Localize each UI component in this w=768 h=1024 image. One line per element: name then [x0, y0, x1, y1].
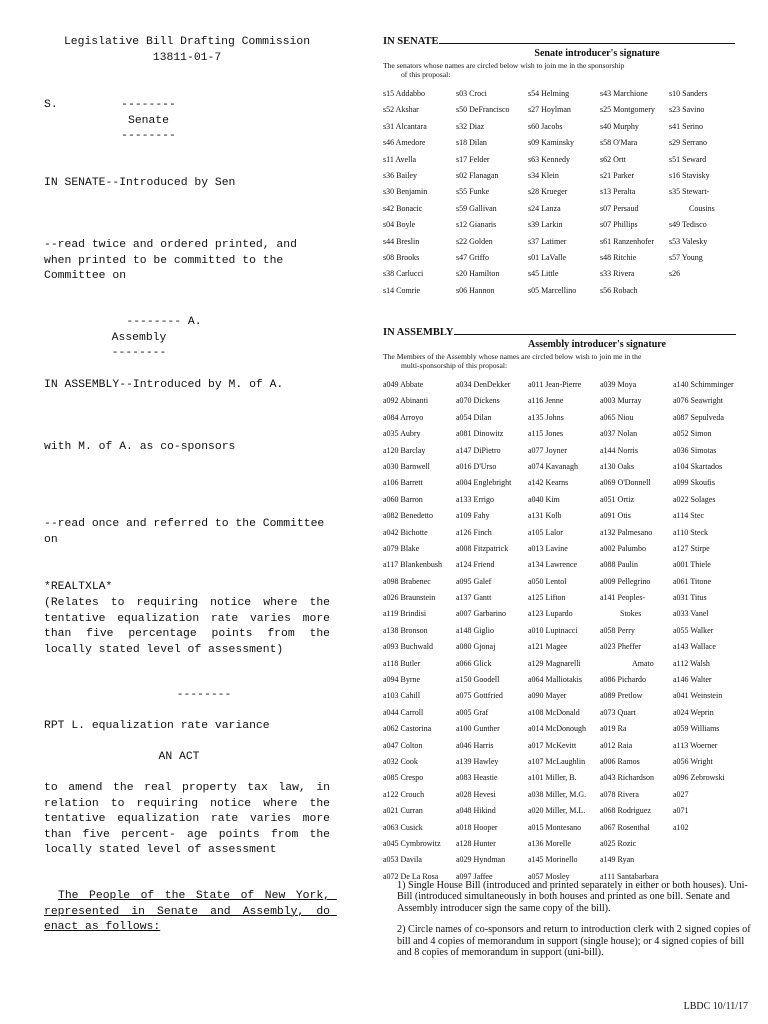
assembly-member[interactable]: a084 Arroyo	[383, 412, 424, 422]
senate-member[interactable]: s32 Diaz	[456, 121, 485, 131]
assembly-member[interactable]: a087 Sepulveda	[673, 412, 724, 422]
assembly-member[interactable]: a055 Walker	[673, 625, 714, 635]
senate-signature-label: Senate introducer's signature	[534, 48, 660, 59]
assembly-member[interactable]: a137 Gantt	[456, 593, 492, 603]
assembly-member[interactable]: a015 Montesano	[528, 822, 582, 832]
senate-member[interactable]: s53 Valesky	[669, 236, 708, 246]
assembly-member[interactable]: a043 Richardson	[600, 773, 654, 783]
senate-column-5	[669, 86, 715, 283]
senate-member[interactable]: s29 Serrano	[669, 138, 707, 148]
assembly-member[interactable]: a150 Goodell	[456, 675, 500, 685]
assembly-member[interactable]: a069 O'Donnell	[600, 478, 651, 488]
assembly-member[interactable]: a072 De La Rosa	[383, 871, 439, 881]
assembly-head: -------- A.	[126, 316, 202, 328]
assembly-member[interactable]: a104 Skartados	[673, 461, 723, 471]
assembly-member[interactable]: a081 Dinowitz	[456, 429, 504, 439]
assembly-member[interactable]: a025 Rozic	[600, 838, 637, 848]
assembly-member[interactable]: a111 Santabarbara	[600, 871, 659, 881]
senate-member[interactable]: s48 Ritchie	[600, 252, 637, 262]
assembly-member[interactable]: a082 Benedetto	[383, 511, 433, 521]
senate-member[interactable]: s10 Sanders	[669, 89, 708, 98]
senate-member[interactable]: s07 Phillips	[600, 220, 638, 230]
assembly-member[interactable]: a005 Graf	[456, 707, 489, 717]
assembly-member[interactable]: a083 Heastie	[456, 773, 498, 783]
assembly-member[interactable]: a048 Hikind	[456, 806, 496, 816]
assembly-member[interactable]: a016 D'Urso	[456, 461, 497, 471]
assembly-member[interactable]: a039 Moya	[600, 380, 637, 389]
senate-member[interactable]: s01 LaValle	[528, 252, 566, 262]
assembly-member[interactable]: a021 Curran	[383, 806, 423, 816]
assembly-member[interactable]: a096 Zebrowski	[673, 773, 725, 783]
assembly-member[interactable]: a047 Colton	[383, 740, 423, 750]
assembly-member[interactable]: a112 Walsh	[673, 658, 710, 668]
senate-member[interactable]: s33 Rivera	[600, 269, 635, 279]
assembly-description: The Members of the Assembly whose names are circled below wish to join me in the multi-sponsorship of this proposal:	[383, 352, 642, 370]
assembly-member[interactable]: a059 Williams	[673, 724, 720, 734]
senate-member[interactable]: s51 Seward	[669, 154, 707, 164]
senate-member[interactable]: s24 Lanza	[528, 203, 561, 213]
assembly-member[interactable]: a026 Braunstein	[383, 593, 436, 603]
assembly-member[interactable]: a073 Quart	[600, 707, 636, 717]
assembly-member[interactable]: a068 Rodriguez	[600, 806, 651, 816]
senate-member[interactable]: s11 Avella	[383, 154, 417, 164]
assembly-member[interactable]: a118 Butler	[383, 658, 421, 668]
assembly-introduced: IN ASSEMBLY--Introduced by M. of A.	[44, 379, 284, 391]
senate-member[interactable]: s34 Klein	[528, 170, 559, 180]
assembly-member[interactable]: a097 Jaffee	[456, 871, 493, 881]
assembly-member[interactable]: a044 Carroll	[383, 707, 424, 717]
senate-member[interactable]: s60 Jacobs	[528, 121, 563, 131]
assembly-member[interactable]: a127 Stirpe	[673, 543, 710, 553]
assembly-member[interactable]: a042 Bichotte	[383, 527, 428, 537]
assembly-member[interactable]: a007 Garbarino	[456, 609, 506, 619]
assembly-member[interactable]: a116 Jenne	[528, 396, 564, 406]
assembly-member[interactable]: a140 Schimminger	[673, 380, 734, 389]
assembly-member[interactable]: a011 Jean-Pierre	[528, 380, 582, 389]
senate-member[interactable]: s04 Boyle	[383, 220, 416, 230]
senate-member[interactable]: s30 Benjamin	[383, 187, 428, 197]
assembly-member[interactable]: a125 Lifton	[528, 593, 566, 603]
senate-member[interactable]: s26	[669, 269, 681, 279]
senate-member[interactable]: s31 Alcantara	[383, 121, 427, 131]
senate-introduced: IN SENATE--Introduced by Sen	[44, 177, 236, 189]
senate-member[interactable]: s62 Ortt	[600, 154, 626, 164]
assembly-member[interactable]: a126 Finch	[456, 527, 492, 537]
assembly-member[interactable]: a088 Paulin	[600, 560, 638, 570]
assembly-member[interactable]: a105 Lalor	[528, 527, 563, 537]
senate-member[interactable]: s54 Helming	[528, 89, 570, 98]
assembly-member[interactable]: a066 Glick	[456, 658, 492, 668]
assembly-member[interactable]: a106 Barrett	[383, 478, 423, 488]
assembly-member[interactable]: a145 Morinello	[528, 855, 578, 865]
senate-member[interactable]: s47 Griffo	[456, 252, 489, 262]
assembly-member[interactable]: a053 Davila	[383, 855, 422, 865]
senate-member[interactable]: s56 Robach	[600, 285, 638, 295]
assembly-member[interactable]: a141 Peoples-	[600, 593, 646, 603]
assembly-member[interactable]: a113 Woerner	[673, 740, 718, 750]
assembly-member[interactable]: a030 Barnwell	[383, 461, 430, 471]
senate-sponsorship-section	[383, 34, 751, 302]
assembly-member[interactable]: a001 Thiele	[673, 560, 711, 570]
assembly-member[interactable]: a107 McLaughlin	[528, 756, 586, 766]
senate-member[interactable]: s28 Krueger	[528, 187, 568, 197]
senate-member[interactable]: s03 Croci	[456, 89, 487, 98]
assembly-member[interactable]: a134 Lawrence	[528, 560, 578, 570]
assembly-member[interactable]: a114 Stec	[673, 511, 705, 521]
senate-members-grid	[383, 86, 751, 302]
assembly-member[interactable]: a054 Dilan	[456, 412, 492, 422]
senate-member[interactable]: s35 Stewart-	[669, 187, 710, 197]
assembly-member[interactable]: a022 Solages	[673, 494, 716, 504]
assembly-member[interactable]: a010 Lupinacci	[528, 625, 578, 635]
assembly-member[interactable]: a109 Fahy	[456, 511, 490, 521]
assembly-column-5	[673, 377, 734, 836]
assembly-member[interactable]: a018 Hooper	[456, 822, 498, 832]
senate-column-1	[383, 86, 427, 299]
senate-member[interactable]: s52 Akshar	[383, 105, 419, 115]
assembly-member[interactable]: a100 Gunther	[456, 724, 500, 734]
relates-to: (Relates to requiring notice where the tentative equalization rate varies more than five percentage points from the locally stated level of assessment)	[44, 597, 337, 656]
assembly-member[interactable]: a020 Miller, M.L.	[528, 806, 586, 816]
senate-member[interactable]: s16 Stavisky	[669, 170, 710, 180]
senate-member[interactable]: s38 Carlucci	[383, 269, 424, 279]
assembly-dashes: --------	[111, 347, 167, 359]
senate-member[interactable]: s61 Ranzenhofer	[600, 236, 654, 246]
senate-member[interactable]: s07 Persaud	[600, 203, 639, 213]
senate-heading: IN SENATE	[383, 34, 751, 48]
senate-member[interactable]: s37 Latimer	[528, 236, 567, 246]
senate-member[interactable]: s46 Amedore	[383, 138, 426, 148]
senate-word: Senate	[127, 115, 169, 127]
assembly-member[interactable]: a085 Crespo	[383, 773, 424, 783]
senate-member[interactable]: s42 Bonacic	[383, 203, 423, 213]
note-single-house: 1) Single House Bill (introduced and printed separately in either or both houses). Uni-Bill (introduced simultaneously in both houses and printed as one bill. Senate and Assembly introducer sign the same copy of the bill).	[397, 880, 748, 914]
assembly-column-2	[456, 377, 511, 885]
senate-member[interactable]: s18 Dilan	[456, 138, 487, 148]
senate-member[interactable]: s44 Breslin	[383, 236, 420, 246]
assembly-member[interactable]: a147 DiPietro	[456, 445, 501, 455]
assembly-read-note: --read once and referred to the Committee on	[44, 518, 332, 546]
assembly-member[interactable]: a033 Vanel	[673, 609, 709, 619]
assembly-member[interactable]: a036 Simotas	[673, 445, 717, 455]
assembly-member[interactable]: a004 Englebright	[456, 478, 512, 488]
assembly-member[interactable]: a065 Niou	[600, 412, 634, 422]
senate-column-3	[528, 86, 576, 299]
senate-dashes-top: --------	[121, 99, 176, 111]
assembly-member[interactable]: a139 Hawley	[456, 756, 499, 766]
senate-member[interactable]: s02 Flanagan	[456, 170, 499, 180]
assembly-member[interactable]: a143 Wallace	[673, 642, 716, 652]
assembly-member[interactable]: a076 Seawright	[673, 396, 723, 406]
senate-member[interactable]: s45 Little	[528, 269, 559, 279]
senate-member[interactable]: s06 Hannon	[456, 285, 495, 295]
assembly-signature-line[interactable]	[454, 325, 736, 335]
assembly-member[interactable]: a075 Gottfried	[456, 691, 503, 701]
act-text: to amend the real property tax law, in relation to requiring notice where the tentative equalization rate varies more than five percent- age points from the locally stated level of assessment	[44, 782, 337, 856]
assembly-member[interactable]: a078 Rivera	[600, 789, 639, 799]
assembly-member[interactable]: a110 Steck	[673, 527, 709, 537]
senate-member[interactable]: s41 Serino	[669, 121, 703, 131]
senate-member[interactable]: s20 Hamilton	[456, 269, 500, 279]
senate-member[interactable]: s05 Marcellino	[528, 285, 577, 295]
assembly-member[interactable]: a136 Morelle	[528, 838, 571, 848]
senate-member[interactable]: s15 Addabbo	[383, 89, 425, 98]
assembly-member[interactable]: a060 Barron	[383, 494, 423, 504]
assembly-member[interactable]: a006 Ramos	[600, 756, 640, 766]
senate-member[interactable]: s58 O'Mara	[600, 138, 638, 148]
assembly-member[interactable]: a051 Ortiz	[600, 494, 634, 504]
assembly-member[interactable]: a023 Pheffer	[600, 642, 641, 652]
senate-member[interactable]: s59 Gallivan	[456, 203, 497, 213]
assembly-member[interactable]: a002 Palumbo	[600, 543, 646, 553]
assembly-member[interactable]: a050 Lentol	[528, 576, 567, 586]
senate-member[interactable]: s27 Hoylman	[528, 105, 571, 115]
assembly-member[interactable]: a079 Blake	[383, 543, 420, 553]
bill-code: 13811-01-7	[152, 52, 222, 64]
assembly-member[interactable]: a099 Skoufis	[673, 478, 715, 488]
senate-member[interactable]: s09 Kaminsky	[528, 138, 574, 148]
senate-member[interactable]: s21 Parker	[600, 170, 634, 180]
assembly-member[interactable]: a095 Galef	[456, 576, 492, 586]
short-title: RPT L. equalization rate variance	[44, 720, 270, 732]
assembly-members-grid	[383, 377, 751, 887]
assembly-member[interactable]: a027	[673, 789, 689, 799]
assembly-member[interactable]: a142 Kearns	[528, 478, 569, 488]
assembly-member[interactable]: a121 Magee	[528, 642, 568, 652]
assembly-member[interactable]: Stokes	[620, 609, 642, 619]
assembly-member[interactable]: a108 McDonald	[528, 707, 580, 717]
assembly-member[interactable]: a132 Palmesano	[600, 527, 653, 537]
senate-member[interactable]: s43 Marchione	[600, 89, 648, 98]
assembly-member[interactable]: a091 Otis	[600, 511, 631, 521]
assembly-member[interactable]: a094 Byrne	[383, 675, 421, 685]
senate-member[interactable]: Cousins	[689, 203, 715, 213]
assembly-member[interactable]: a131 Kolb	[528, 511, 562, 521]
assembly-member[interactable]: a037 Nolan	[600, 429, 638, 439]
assembly-member[interactable]: a138 Bronson	[383, 625, 428, 635]
assembly-member[interactable]: a133 Errigo	[456, 494, 494, 504]
assembly-member[interactable]: a003 Murray	[600, 396, 642, 406]
assembly-member[interactable]: a045 Cymbrowitz	[383, 838, 441, 848]
assembly-member[interactable]: a090 Mayer	[528, 691, 567, 701]
senate-description: The senators whose names are circled below wish to join me in the sponsorship of this proposal:	[383, 61, 625, 79]
assembly-column-3	[528, 377, 586, 885]
assembly-heading: IN ASSEMBLY	[383, 325, 751, 339]
senate-column-4	[600, 86, 655, 299]
relates-dashes: --------	[176, 689, 232, 701]
senate-member[interactable]: s55 Funke	[456, 187, 490, 197]
assembly-member[interactable]: a119 Brindisi	[383, 609, 427, 619]
assembly-member[interactable]: a117 Blankenbush	[383, 560, 443, 570]
assembly-member[interactable]: a135 Johns	[528, 412, 564, 422]
assembly-member[interactable]: a024 Weprin	[673, 707, 714, 717]
assembly-member[interactable]: a089 Pretlow	[600, 691, 643, 701]
assembly-member[interactable]: a077 Joyner	[528, 445, 567, 455]
assembly-member[interactable]: a124 Friend	[456, 560, 495, 570]
note-circle-names: 2) Circle names of co-sponsors and return to introduction clerk with 2 signed copies of bill and 4 copies of memorandum in support (single house); or 4 signed copies of bill and 8 copies of memorandum in support (uni-bill).	[397, 924, 751, 959]
assembly-member[interactable]: Amato	[632, 658, 654, 668]
cosponsors-line: with M. of A. as co-sponsors	[44, 441, 236, 453]
assembly-member[interactable]: a071	[673, 806, 689, 816]
assembly-member[interactable]: a144 Norris	[600, 445, 638, 455]
assembly-member[interactable]: a040 Kim	[528, 494, 560, 504]
senate-member[interactable]: s25 Montgomery	[600, 105, 655, 115]
assembly-member[interactable]: a028 Hevesi	[456, 789, 496, 799]
assembly-member[interactable]: a122 Crouch	[383, 789, 425, 799]
senate-prefix: S.	[44, 99, 58, 111]
assembly-member[interactable]: a148 Giglio	[456, 625, 494, 635]
assembly-member[interactable]: a129 Magnarelli	[528, 658, 581, 668]
assembly-member[interactable]: a120 Barclay	[383, 445, 426, 455]
assembly-member[interactable]: a061 Titone	[673, 576, 712, 586]
assembly-column-1	[383, 377, 442, 885]
bill-tag: *REALTXLA*	[44, 581, 113, 593]
assembly-member[interactable]: a017 McKevitt	[528, 740, 577, 750]
assembly-member[interactable]: a115 Jones	[528, 429, 564, 439]
assembly-column-4	[600, 377, 659, 885]
assembly-member[interactable]: a064 Malliotakis	[528, 675, 582, 685]
senate-member[interactable]: s08 Brooks	[383, 252, 420, 262]
senate-member[interactable]: s40 Murphy	[600, 121, 639, 131]
senate-member[interactable]: s12 Gianaris	[456, 220, 497, 230]
assembly-member[interactable]: a063 Cusick	[383, 822, 423, 832]
assembly-member[interactable]: a128 Hunter	[456, 838, 496, 848]
commission-name: Legislative Bill Drafting Commission	[63, 36, 311, 48]
senate-member[interactable]: s13 Peralta	[600, 187, 636, 197]
assembly-member[interactable]: a013 Lavine	[528, 543, 568, 553]
assembly-member[interactable]: a093 Buchwald	[383, 642, 433, 652]
assembly-member[interactable]: a056 Wright	[673, 756, 713, 766]
assembly-member[interactable]: a008 Fitzpatrick	[456, 543, 509, 553]
assembly-member[interactable]: a046 Harris	[456, 740, 494, 750]
assembly-member[interactable]: a049 Abbate	[383, 380, 424, 389]
assembly-member[interactable]: a062 Castorina	[383, 724, 432, 734]
assembly-member[interactable]: a032 Cook	[383, 756, 418, 766]
senate-member[interactable]: s22 Golden	[456, 236, 493, 246]
senate-member[interactable]: s39 Larkin	[528, 220, 563, 230]
assembly-member[interactable]: a031 Titus	[673, 593, 707, 603]
assembly-member[interactable]: a123 Lupardo	[528, 609, 573, 619]
senate-member[interactable]: s50 DeFrancisco	[456, 105, 510, 115]
assembly-member[interactable]: a070 Dickens	[456, 396, 500, 406]
assembly-member[interactable]: a029 Hyndman	[456, 855, 506, 865]
assembly-signature-label: Assembly introducer's signature	[528, 339, 666, 350]
senate-member[interactable]: s63 Kennedy	[528, 154, 570, 164]
assembly-sponsorship-section	[383, 325, 751, 887]
senate-read-note: --read twice and ordered printed, and when printed to be committed to the Committee on	[44, 239, 304, 282]
senate-member[interactable]: s17 Felder	[456, 154, 490, 164]
senate-dashes-bottom: --------	[121, 130, 176, 142]
assembly-member[interactable]: a080 Gjonaj	[456, 642, 496, 652]
lbdc-footer: LBDC 10/11/17	[683, 1001, 748, 1012]
assembly-member[interactable]: a074 Kavanagh	[528, 461, 578, 471]
senate-member[interactable]: s36 Bailey	[383, 170, 417, 180]
senate-member[interactable]: s57 Young	[669, 252, 703, 262]
senate-column-2	[456, 86, 510, 299]
assembly-member[interactable]: a102	[673, 822, 689, 832]
assembly-member[interactable]: a057 Mosley	[528, 871, 570, 881]
assembly-member[interactable]: a101 Miller, B.	[528, 773, 577, 783]
enacting-clause: The People of the State of New York, represented in Senate and Assembly, do enact as follows:	[44, 890, 337, 933]
assembly-member[interactable]: a146 Walter	[673, 675, 712, 685]
assembly-member[interactable]: a034 DenDekker	[456, 380, 511, 389]
assembly-member[interactable]: a014 McDonough	[528, 724, 586, 734]
assembly-member[interactable]: a012 Raia	[600, 740, 633, 750]
assembly-member[interactable]: a038 Miller, M.G.	[528, 789, 587, 799]
assembly-member[interactable]: a041 Weinstein	[673, 691, 723, 701]
assembly-member[interactable]: a009 Pellegrino	[600, 576, 651, 586]
senate-member[interactable]: s23 Savino	[669, 105, 705, 115]
assembly-member[interactable]: a092 Abinanti	[383, 396, 429, 406]
instruction-notes	[383, 880, 753, 968]
assembly-member[interactable]: a130 Oaks	[600, 461, 634, 471]
assembly-word: Assembly	[111, 332, 167, 344]
assembly-member[interactable]: a035 Aubry	[383, 429, 421, 439]
senate-member[interactable]: s14 Comrie	[383, 285, 421, 295]
senate-signature-line[interactable]	[439, 34, 735, 44]
assembly-member[interactable]: a098 Brabenec	[383, 576, 431, 586]
assembly-member[interactable]: a149 Ryan	[600, 855, 635, 865]
assembly-member[interactable]: a052 Simon	[673, 429, 712, 439]
assembly-member[interactable]: a067 Rosenthal	[600, 822, 650, 832]
assembly-member[interactable]: a019 Ra	[600, 724, 627, 734]
senate-member[interactable]: s49 Tedisco	[669, 220, 707, 230]
assembly-member[interactable]: a058 Perry	[600, 625, 635, 635]
an-act-heading: AN ACT	[158, 751, 200, 763]
assembly-member[interactable]: a086 Pichardo	[600, 675, 646, 685]
assembly-member[interactable]: a103 Cahill	[383, 691, 421, 701]
